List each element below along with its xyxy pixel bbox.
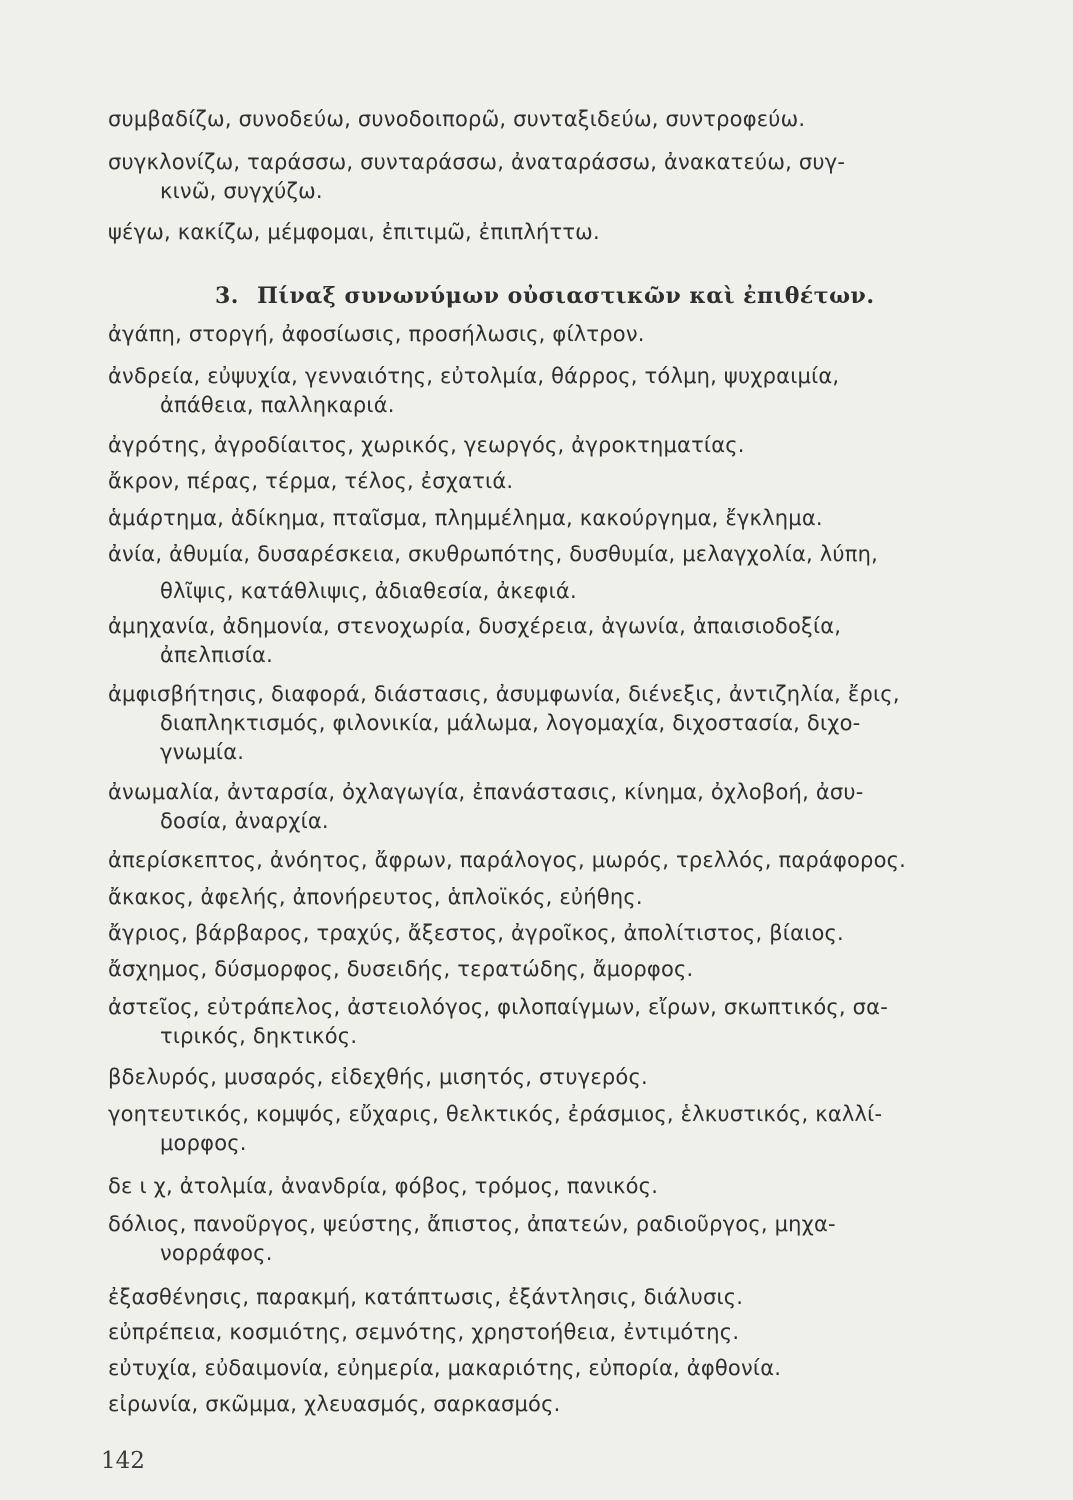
list-item: [108, 846, 1048, 875]
list-item: [108, 1390, 1048, 1419]
list-item: [108, 105, 1048, 134]
entry-text: ἀνία, ἀθυμία, δυσαρέσκεια, σκυθρωπότης, δυσθυμία, μελαγχολία, λύπη,: [108, 542, 878, 566]
entry-text: ἀμηχανία, ἀδημονία, στενοχωρία, δυσχέρεια, ἀγωνία, ἀπαισιοδοξία,: [108, 614, 842, 638]
list-item: [108, 919, 1048, 948]
entry-continuation: διαπληκτισμός, φιλονικία, μάλωμα, λογομαχία, διχοστασία, διχο-: [160, 711, 861, 735]
entry-continuation: ἀπελπισία.: [160, 643, 273, 667]
entry-text: ἀγρότης, ἀγροδίαιτος, χωρικός, γεωργός, ἀγροκτηματίας.: [108, 433, 745, 457]
entry-text: δόλιος, πανοῦργος, ψεύστης, ἄπιστος, ἀπατεών, ραδιοῦργος, μηχα-: [108, 1212, 836, 1236]
entry-continuation: γνωμία.: [160, 740, 245, 764]
page-number: 142: [101, 1448, 145, 1474]
entry-continuation: δοσία, ἀναρχία.: [160, 809, 329, 833]
entry-text: βδελυρός, μυσαρός, εἰδεχθής, μισητός, στυγερός.: [108, 1065, 648, 1089]
list-item: [108, 883, 1048, 912]
list-item: [108, 504, 1048, 533]
entry-text: δε ι χ, ἀτολμία, ἀνανδρία, φόβος, τρόμος, πανικός.: [108, 1174, 659, 1198]
list-item: [108, 218, 1048, 247]
list-item: [108, 1283, 1048, 1312]
list-item: [108, 467, 1048, 496]
entry-text: ἄγριος, βάρβαρος, τραχύς, ἄξεστος, ἀγροῖκος, ἀπολίτιστος, βίαιος.: [108, 921, 844, 945]
entry-text: συμβαδίζω, συνοδεύω, συνοδοιπορῶ, συνταξιδεύω, συντροφεύω.: [108, 107, 806, 131]
section-title: Πίναξ συνωνύμων οὐσιαστικῶν καὶ ἐπιθέτων.: [257, 283, 875, 309]
list-item: [108, 320, 1048, 349]
list-item: [108, 680, 1048, 767]
list-item: [108, 993, 1048, 1051]
list-item: [108, 148, 1048, 206]
list-item: [108, 540, 1048, 606]
entry-text: ἀμφισβήτησις, διαφορά, διάστασις, ἀσυμφωνία, διένεξις, ἀντιζηλία, ἔρις,: [108, 682, 900, 706]
list-item: [108, 1210, 1048, 1268]
entry-text: γοητευτικός, κομψός, εὔχαρις, θελκτικός, ἐράσμιος, ἑλκυστικός, καλλί-: [108, 1102, 883, 1126]
section-number: 3.: [215, 283, 239, 309]
entry-text: ψέγω, κακίζω, μέμφομαι, ἐπιτιμῶ, ἐπιπλήττω.: [108, 220, 600, 244]
entry-text: ἀπερίσκεπτος, ἀνόητος, ἄφρων, παράλογος, μωρός, τρελλός, παράφορος.: [108, 848, 907, 872]
entry-continuation: τιρικός, δηκτικός.: [160, 1024, 358, 1048]
entry-text: ἐξασθένησις, παρακμή, κατάπτωσις, ἐξάντλησις, διάλυσις.: [108, 1285, 744, 1309]
entry-text: ἄσχημος, δύσμορφος, δυσειδής, τερατώδης, ἄμορφος.: [108, 957, 694, 981]
entry-text: ἄκακος, ἀφελής, ἀπονήρευτος, ἁπλοϊκός, εὐήθης.: [108, 885, 643, 909]
entry-text: συγκλονίζω, ταράσσω, συνταράσσω, ἀναταράσσω, ἀνακατεύω, συγ-: [108, 150, 846, 174]
entry-text: ἀνδρεία, εὐψυχία, γενναιότης, εὐτολμία, θάρρος, τόλμη, ψυχραιμία,: [108, 364, 840, 388]
entry-text: εὐπρέπεια, κοσμιότης, σεμνότης, χρηστοήθεια, ἐντιμότης.: [108, 1320, 740, 1344]
list-item: [108, 778, 1048, 836]
list-item: [108, 1063, 1048, 1092]
entry-text: ἄκρον, πέρας, τέρμα, τέλος, ἐσχατιά.: [108, 469, 514, 493]
list-item: [108, 1172, 1048, 1201]
list-item: [108, 1318, 1048, 1347]
entry-text: ἁμάρτημα, ἀδίκημα, πταῖσμα, πλημμέλημα, κακούργημα, ἔγκλημα.: [108, 506, 823, 530]
entry-continuation: νορράφος.: [160, 1241, 273, 1265]
section-heading: [215, 283, 874, 309]
entry-continuation: ἀπάθεια, παλληκαριά.: [160, 393, 395, 417]
list-item: [108, 1354, 1048, 1383]
list-item: [108, 612, 1048, 670]
entry-text: ἀστεῖος, εὐτράπελος, ἀστειολόγος, φιλοπαίγμων, εἴρων, σκωπτικός, σα-: [108, 995, 888, 1019]
entry-continuation: κινῶ, συγχύζω.: [160, 179, 323, 203]
entry-text: εἰρωνία, σκῶμμα, χλευασμός, σαρκασμός.: [108, 1392, 561, 1416]
entry-text: ἀγάπη, στοργή, ἀφοσίωσις, προσήλωσις, φίλτρον.: [108, 322, 645, 346]
entry-continuation: μορφος.: [160, 1131, 247, 1155]
list-item: [108, 362, 1048, 420]
list-item: [108, 431, 1048, 460]
entry-continuation: θλῖψις, κατάθλιψις, ἀδιαθεσία, ἀκεφιά.: [160, 579, 577, 603]
list-item: [108, 955, 1048, 984]
entry-text: εὐτυχία, εὐδαιμονία, εὐημερία, μακαριότης, εὐπορία, ἀφθονία.: [108, 1356, 782, 1380]
entry-text: ἀνωμαλία, ἀνταρσία, ὀχλαγωγία, ἐπανάστασις, κίνημα, ὀχλοβοή, ἀσυ-: [108, 780, 864, 804]
list-item: [108, 1100, 1048, 1158]
